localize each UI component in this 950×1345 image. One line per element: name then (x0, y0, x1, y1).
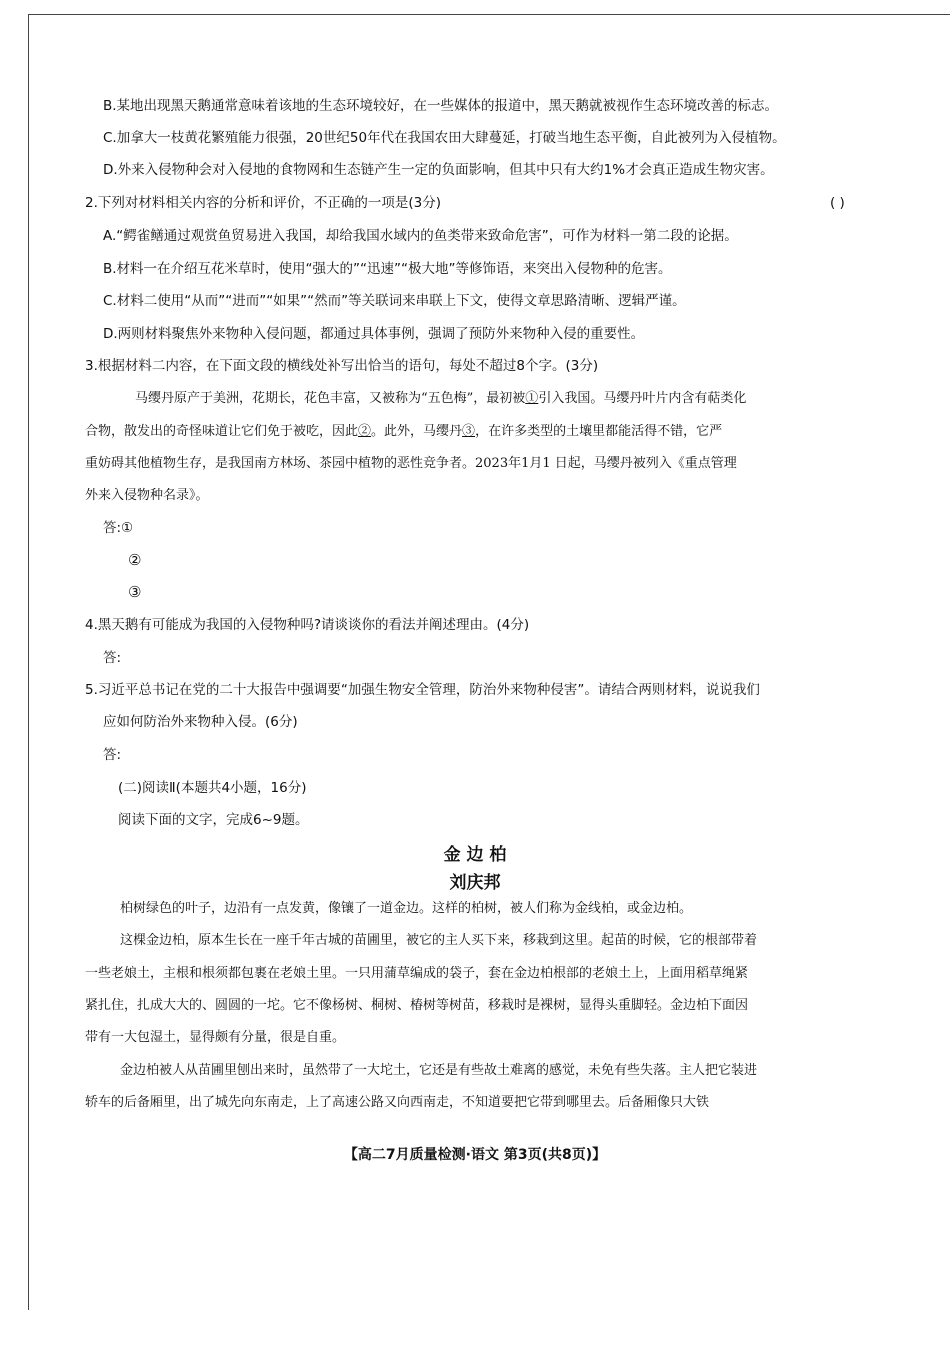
section-heading: (二)阅读Ⅱ(本题共4小题，16分) (118, 780, 307, 796)
page-footer: 【高二7月质量检测·语文 第3页(共8页)】 (343, 1147, 607, 1163)
q2-stem: 2.下列对材料相关内容的分析和评价，不正确的一项是(3分) (85, 195, 442, 211)
blank-3: ③ (462, 424, 476, 439)
q2-option-a: A.“鳄雀鳝通过观赏鱼贸易进入我国，却给我国水域内的鱼类带来致命危害”，可作为材料一第二段的论据。 (103, 228, 738, 244)
q3-passage-line-2: 合物，散发出的奇怪味道让它们免于被吃，因此②。此外，马缨丹③，在许多类型的土壤里都能活得不错，它严 (85, 424, 723, 439)
article-paragraph-2-line-3: 紧扎住，扎成大大的、圆圆的一坨。它不像杨树、桐树、椿树等树苗，移栽时是裸树，显得头重脚轻。金边柏下面因 (85, 998, 749, 1013)
article-paragraph-3-line-2: 轿车的后备厢里，出了城先向东南走，上了高速公路又向西南走，不知道要把它带到哪里去。后备厢像只大铁 (85, 1095, 710, 1110)
q1-option-b: B.某地出现黑天鹅通常意味着该地的生态环境较好，在一些媒体的报道中，黑天鹅就被视作生态环境改善的标志。 (103, 98, 779, 114)
q1-option-d: D.外来入侵物种会对入侵地的食物网和生态链产生一定的负面影响，但其中只有大约1%才会真正造成生物灾害。 (103, 162, 774, 178)
q3-answer-2: ② (128, 551, 142, 569)
article-paragraph-2-line-2: 一些老娘土，主根和根须都包裹在老娘土里。一只用蒲草编成的袋子，套在金边柏根部的老娘土上，上面用稻草绳紧 (85, 966, 749, 981)
q3-passage-line-3: 重妨碍其他植物生存，是我国南方林场、茶园中植物的恶性竞争者。2023年1月1 日起，马缨丹被列入《重点管理 (85, 456, 737, 471)
q3-answer-3: ③ (128, 583, 142, 601)
q4-stem: 4.黑天鹅有可能成为我国的入侵物种吗?请谈谈你的看法并阐述理由。(4分) (85, 617, 530, 633)
article-paragraph-3-line-1: 金边柏被人从苗圃里刨出来时，虽然带了一大坨土，它还是有些故土难离的感觉，未免有些失落。主人把它装进 (120, 1063, 758, 1078)
article-paragraph-2-line-1: 这棵金边柏，原本生长在一座千年古城的苗圃里，被它的主人买下来，移栽到这里。起苗的时候，它的根部带着 (120, 933, 758, 948)
q3-passage-line-1: 马缨丹原产于美洲，花期长，花色丰富，又被称为“五色梅”，最初被①引入我国。马缨丹叶片内含有萜类化 (135, 391, 747, 406)
q1-option-c: C.加拿大一枝黄花繁殖能力很强，20世纪50年代在我国农田大肆蔓延，打破当地生态平衡，自此被列为入侵植物。 (103, 130, 786, 146)
blank-2: ② (358, 424, 372, 439)
q2-option-b: B.材料一在介绍互花米草时，使用“强大的”“迅速”“极大地”等修饰语，来突出入侵物种的危害。 (103, 261, 672, 277)
q3-stem: 3.根据材料二内容，在下面文段的横线处补写出恰当的语句，每处不超过8个字。(3分) (85, 358, 599, 374)
blank-1: ① (525, 391, 539, 406)
q2-answer-paren: ( ) (830, 195, 845, 211)
q2-option-c: C.材料二使用“从而”“进而”“如果”“然而”等关联词来串联上下文，使得文章思路清晰、逻辑严谨。 (103, 293, 686, 309)
q2-option-d: D.两则材料聚焦外来物种入侵问题，都通过具体事例，强调了预防外来物种入侵的重要性。 (103, 326, 645, 342)
q5-stem-line-2: 应如何防治外来物种入侵。(6分) (103, 714, 298, 730)
article-title: 金 边 柏 (443, 845, 507, 865)
article-paragraph-2-line-4: 带有一大包湿土，显得颇有分量，很是自重。 (85, 1030, 346, 1045)
q3-passage-line-4: 外来入侵物种名录》。 (85, 488, 209, 503)
q3-answer-label: 答:① (103, 520, 134, 536)
q5-answer-label: 答: (103, 747, 122, 763)
q4-answer-label: 答: (103, 650, 122, 666)
q5-stem-line-1: 5.习近平总书记在党的二十大报告中强调要“加强生物安全管理，防治外来物种侵害”。请结合两则材料，说说我们 (85, 682, 760, 698)
article-author: 刘庆邦 (449, 873, 501, 893)
article-paragraph-1: 柏树绿色的叶子，边沿有一点发黄，像镶了一道金边。这样的柏树，被人们称为金线柏，或金边柏。 (120, 901, 693, 916)
section-instruction: 阅读下面的文字，完成6~9题。 (118, 812, 309, 828)
